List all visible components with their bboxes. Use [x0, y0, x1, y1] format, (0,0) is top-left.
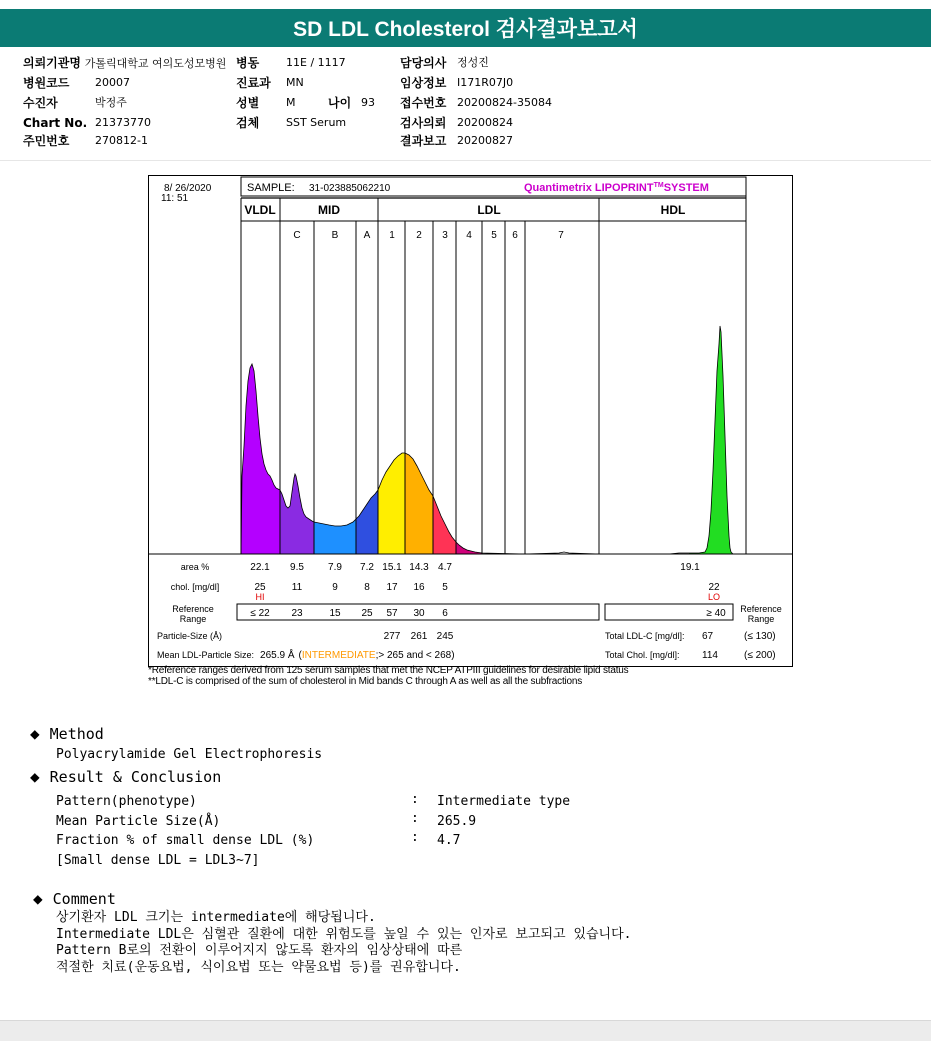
chol-value-2: 9 [332, 582, 338, 593]
band-label-6: 6 [512, 230, 518, 241]
ref-value-2: 15 [329, 608, 341, 619]
band-label-4: 4 [466, 230, 472, 241]
header-row-department: 진료과 MN [236, 76, 304, 90]
area-value-0: 22.1 [250, 562, 270, 573]
total-ldl-value: 67 [702, 631, 714, 642]
result-label-fraction: Fraction % of small dense LDL (%) [56, 833, 315, 848]
mean-particle-row: Mean LDL-Particle Size: 265.9 Å (INTERMEDIATE;> 265 and < 268) [157, 650, 455, 661]
fill-ldl-1 [378, 453, 405, 554]
header-row-physician: 담당의사 정성진 [400, 56, 489, 70]
lipoprint-report [148, 175, 793, 667]
header-row-request-date: 검사의뢰 20200824 [400, 116, 513, 130]
ref-hdl: ≥ 40 [706, 608, 726, 619]
chol-value-3: 8 [364, 582, 370, 593]
sample-label: SAMPLE: [247, 182, 295, 194]
row-label-ref-right: Reference Range [740, 604, 782, 624]
footnote-1: *Reference ranges derived from 125 serum samples that met the NCEP ATPIII guidelines for desirable lipid status [148, 665, 629, 676]
ref-value-5: 30 [413, 608, 425, 619]
chol-hdl: 22 [708, 582, 720, 593]
result-sep: : [411, 792, 419, 807]
lipoprint-graph [149, 176, 792, 666]
row-label-ref: Reference Range [172, 604, 214, 624]
chol-value-4: 17 [386, 582, 398, 593]
group-label-mid: MID [318, 203, 340, 217]
group-label-ldl: LDL [477, 203, 501, 217]
area-value-1: 9.5 [290, 562, 304, 573]
ref-value-6: 6 [442, 608, 448, 619]
ref-value-0: ≤ 22 [250, 608, 270, 619]
area-value-6: 4.7 [438, 562, 452, 573]
chol-value-0: 25 [254, 582, 266, 593]
result-heading: ◆ Result & Conclusion [30, 767, 222, 786]
band-label-3: 3 [442, 230, 448, 241]
result-value-fraction: 4.7 [437, 833, 461, 848]
area-value-2: 7.9 [328, 562, 342, 573]
particle-size-2: 261 [410, 631, 428, 642]
area-value-5: 14.3 [409, 562, 429, 573]
chol-value-5: 16 [413, 582, 425, 593]
header-row-clinical-info: 임상정보 I171R07J0 [400, 76, 514, 90]
band-label-c: C [293, 230, 301, 241]
area-hdl: 19.1 [680, 562, 700, 573]
header-row-hospital-code: 병원코드 20007 [23, 76, 130, 90]
diamond-bullet-icon: ◆ [33, 889, 43, 908]
header-row-institution: 의뢰기관명 가톨릭대학교 여의도성모병원 [23, 56, 227, 70]
chol-value-1: 11 [291, 582, 303, 593]
header-divider [0, 160, 931, 161]
row-label-particle: Particle-Size (Å) [157, 631, 223, 641]
fill-mid-c [280, 474, 314, 554]
comment-heading: ◆ Comment [33, 889, 116, 908]
total-chol-value: 114 [702, 650, 718, 661]
header-row-age: 나이 93 [328, 96, 375, 110]
result-sep: : [411, 830, 419, 845]
report-date: 8/ 26/2020 [164, 183, 212, 194]
diamond-bullet-icon: ◆ [30, 767, 40, 786]
method-heading: ◆ Method [30, 724, 104, 743]
area-row [250, 562, 452, 573]
comment-line: 상기환자 LDL 크기는 intermediate에 해당됩니다. [56, 910, 376, 925]
row-label-chol: chol. [mg/dl] [170, 582, 220, 592]
chol-value-6: 5 [442, 582, 448, 593]
total-ldl-label: Total LDL-C [mg/dl]: [605, 631, 685, 641]
ref-value-1: 23 [291, 608, 303, 619]
band-label-1: 1 [389, 230, 395, 241]
ref-value-4: 57 [386, 608, 398, 619]
total-chol-ref: (≤ 200) [744, 650, 776, 661]
report-time: 11: 51 [161, 193, 189, 204]
total-chol-label: Total Chol. [mg/dl]: [605, 650, 680, 660]
area-value-3: 7.2 [360, 562, 374, 573]
band-label-a: A [363, 230, 371, 241]
result-sep: : [411, 811, 419, 826]
bottom-bar [0, 1020, 931, 1041]
particle-size-1: 277 [383, 631, 401, 642]
fill-mid-b [314, 519, 356, 554]
footnote-2: **LDL-C is comprised of the sum of cholesterol in Mid bands C through A as well as all the subfractions [148, 676, 583, 687]
particle-size-3: 245 [436, 631, 454, 642]
header-row-ward: 병동 11E / 1117 [236, 56, 346, 70]
result-label-mean-size: Mean Particle Size(Å) [56, 814, 221, 829]
header-row-receipt-no: 접수번호 20200824-35084 [400, 96, 552, 110]
group-label-vldl: VLDL [244, 203, 276, 217]
brand-name: Quantimetrix LIPOPRINT™SYSTEM [524, 182, 709, 194]
chol-row [254, 582, 448, 593]
group-label-hdl: HDL [660, 203, 686, 217]
band-label-2: 2 [416, 230, 422, 241]
row-label-area: area % [180, 562, 210, 572]
header-row-patient: 수진자 박정주 [23, 96, 127, 110]
area-value-4: 15.1 [382, 562, 402, 573]
band-fills [241, 326, 746, 554]
reference-row [250, 608, 448, 619]
densitometry-curve [241, 326, 746, 554]
band-label-5: 5 [491, 230, 497, 241]
comment-line: 적절한 치료(운동요법, 식이요법 또는 약물요법 등)를 권유합니다. [56, 960, 461, 975]
method-text: Polyacrylamide Gel Electrophoresis [56, 747, 323, 762]
report-title: SD LDL Cholesterol 검사결과보고서 [0, 9, 931, 47]
header-row-report-date: 결과보고 20200827 [400, 134, 513, 148]
header-row-specimen: 검체 SST Serum [236, 116, 347, 130]
fill-ldl-2 [405, 453, 433, 554]
result-value-pattern: Intermediate type [437, 794, 571, 809]
flag-vldl-hi: HI [255, 592, 265, 602]
sample-id: 31-023885062210 [309, 183, 391, 194]
comment-line: Pattern B로의 전환이 이루어지지 않도록 환자의 임상상태에 따른 [56, 943, 463, 958]
result-label-pattern: Pattern(phenotype) [56, 794, 197, 809]
comment-line: Intermediate LDL은 심혈관 질환에 대한 위험도를 높일 수 있는 인자로 보고되고 있습니다. [56, 927, 632, 942]
band-label-b: B [331, 230, 339, 241]
header-row-resident-no: 주민번호 270812-1 [23, 134, 148, 148]
diamond-bullet-icon: ◆ [30, 724, 40, 743]
result-value-mean-size: 265.9 [437, 814, 477, 829]
result-note: [Small dense LDL = LDL3~7] [56, 853, 260, 868]
header-row-chart-no: Chart No. 21373770 [23, 116, 151, 130]
flag-hdl-lo: LO [707, 592, 721, 602]
fill-mid-a [356, 490, 378, 554]
header-row-sex: 성별 M [236, 96, 296, 110]
ref-value-3: 25 [361, 608, 373, 619]
band-label-7: 7 [558, 230, 564, 241]
total-ldl-ref: (≤ 130) [744, 631, 776, 642]
